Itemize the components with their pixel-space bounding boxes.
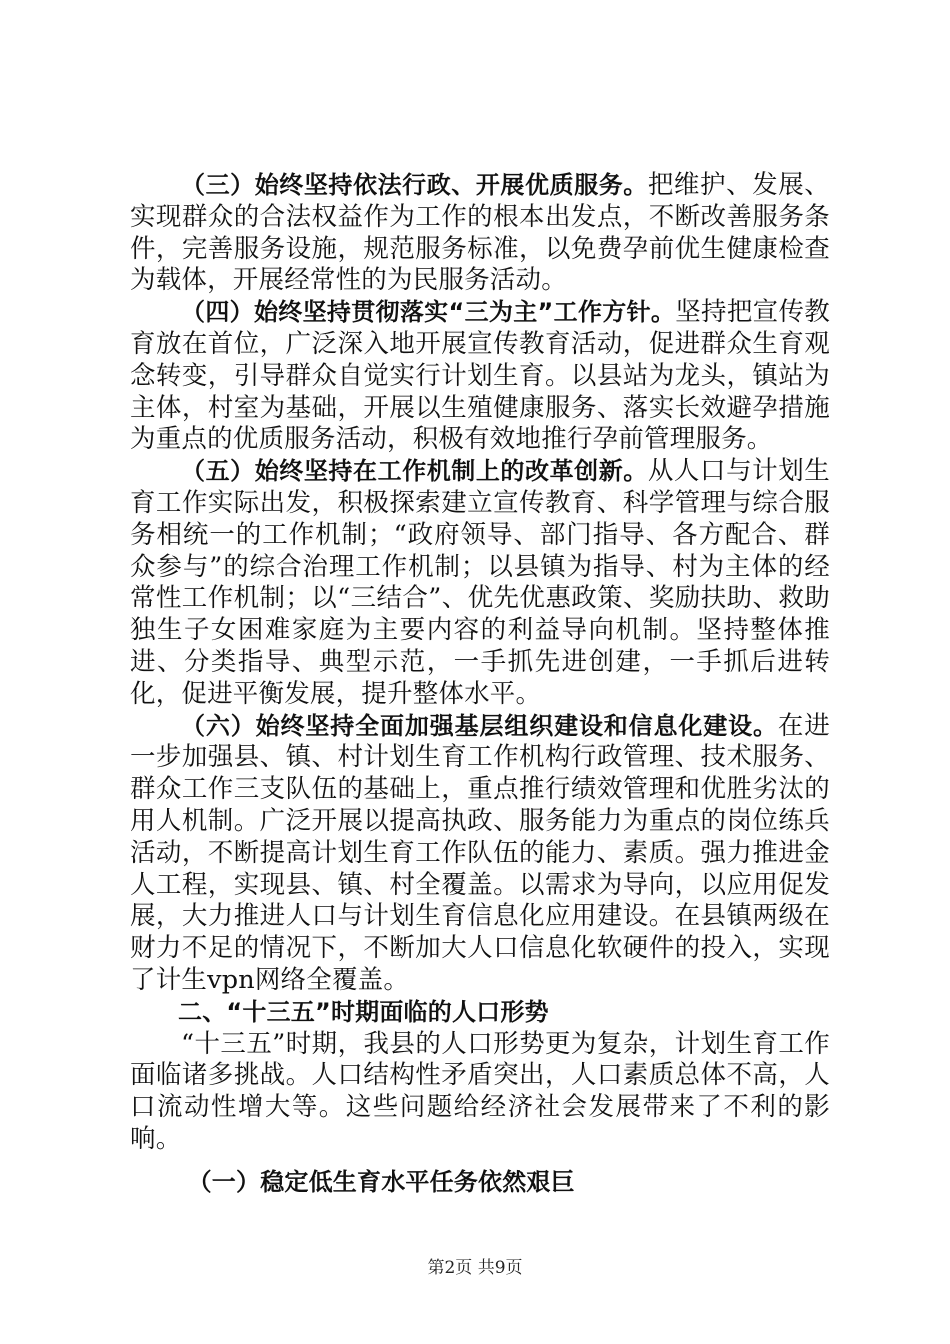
paragraph-text: 从人口与计划生育工作实际出发，积极探索建立宣传教育、科学管理与综合服务相统一的工作机制；“政府领导、部门指导、各方配合、群众参与”的综合治理工作机制；以县镇为指导、村为主体的经常性工作机制；以“三结合”、优先优惠政策、奖励扶助、救助独生子女困难家庭为主要内容的利益导向机制。坚持整体推进、分类指导、典型示范，一手抓先进创建，一手抓后进转化，促进平衡发展，提升整体水平。 <box>130 456 830 709</box>
paragraph-heading: （三）始终坚持依法行政、开展优质服务。 <box>181 171 648 199</box>
paragraph-4 <box>130 297 830 456</box>
section-title: 二、“十三五”时期面临的人口形势 <box>178 997 549 1026</box>
paragraph-heading: （四）始终坚持贯彻落实“三为主”工作方针。 <box>181 298 676 327</box>
paragraph-text: 把维护、发展、实现群众的合法权益作为工作的根本出发点，不断改善服务条件，完善服务设施，规范服务标准，以免费孕前优生健康检查为载体，开展经常性的为民服务活动。 <box>130 170 830 296</box>
paragraph-heading: （五）始终坚持在工作机制上的改革创新。 <box>181 457 648 486</box>
paragraph-6 <box>130 711 830 997</box>
paragraph-text: 在进一步加强县、镇、村计划生育工作机构行政管理、技术服务、群众工作三支队伍的基础上，重点推行绩效管理和优胜劣汰的用人机制。广泛开展以提高执政、服务能力为重点的岗位练兵活动，不断提高计划生育工作队伍的能力、素质。强力推进金人工程，实现县、镇、村全覆盖。以需求为导向，以应用促发展，大力推进人口与计划生育信息化应用建设。在县镇两级在财力不足的情况下，不断加大人口信息化软硬件的投入，实现了计生vpn网络全覆盖。 <box>130 710 830 995</box>
document-body <box>130 170 830 1199</box>
sub-section-title: （一）稳定低生育水平任务依然艰巨 <box>187 1167 575 1196</box>
section-paragraph: “十三五”时期，我县的人口形势更为复杂，计划生育工作面临诸多挑战。人口结构性矛盾突出，人口素质总体不高，人口流动性增大等。这些问题给经济社会发展带来了不利的影响。 <box>130 1028 830 1154</box>
paragraph-text: 坚持把宣传教育放在首位，广泛深入地开展宣传教育活动，促进群众生育观念转变，引导群众自觉实行计划生育。以县站为龙头，镇站为主体，村室为基础，开展以生殖健康服务、落实长效避孕措施为重点的优质服务活动，积极有效地推行孕前管理服务。 <box>130 297 831 455</box>
paragraph-3 <box>130 170 830 297</box>
page-footer: 第2页 共9页 <box>427 1258 523 1278</box>
paragraph-5 <box>130 456 830 710</box>
paragraph-heading: （六）始终坚持全面加强基层组织建设和信息化建设。 <box>181 711 778 740</box>
